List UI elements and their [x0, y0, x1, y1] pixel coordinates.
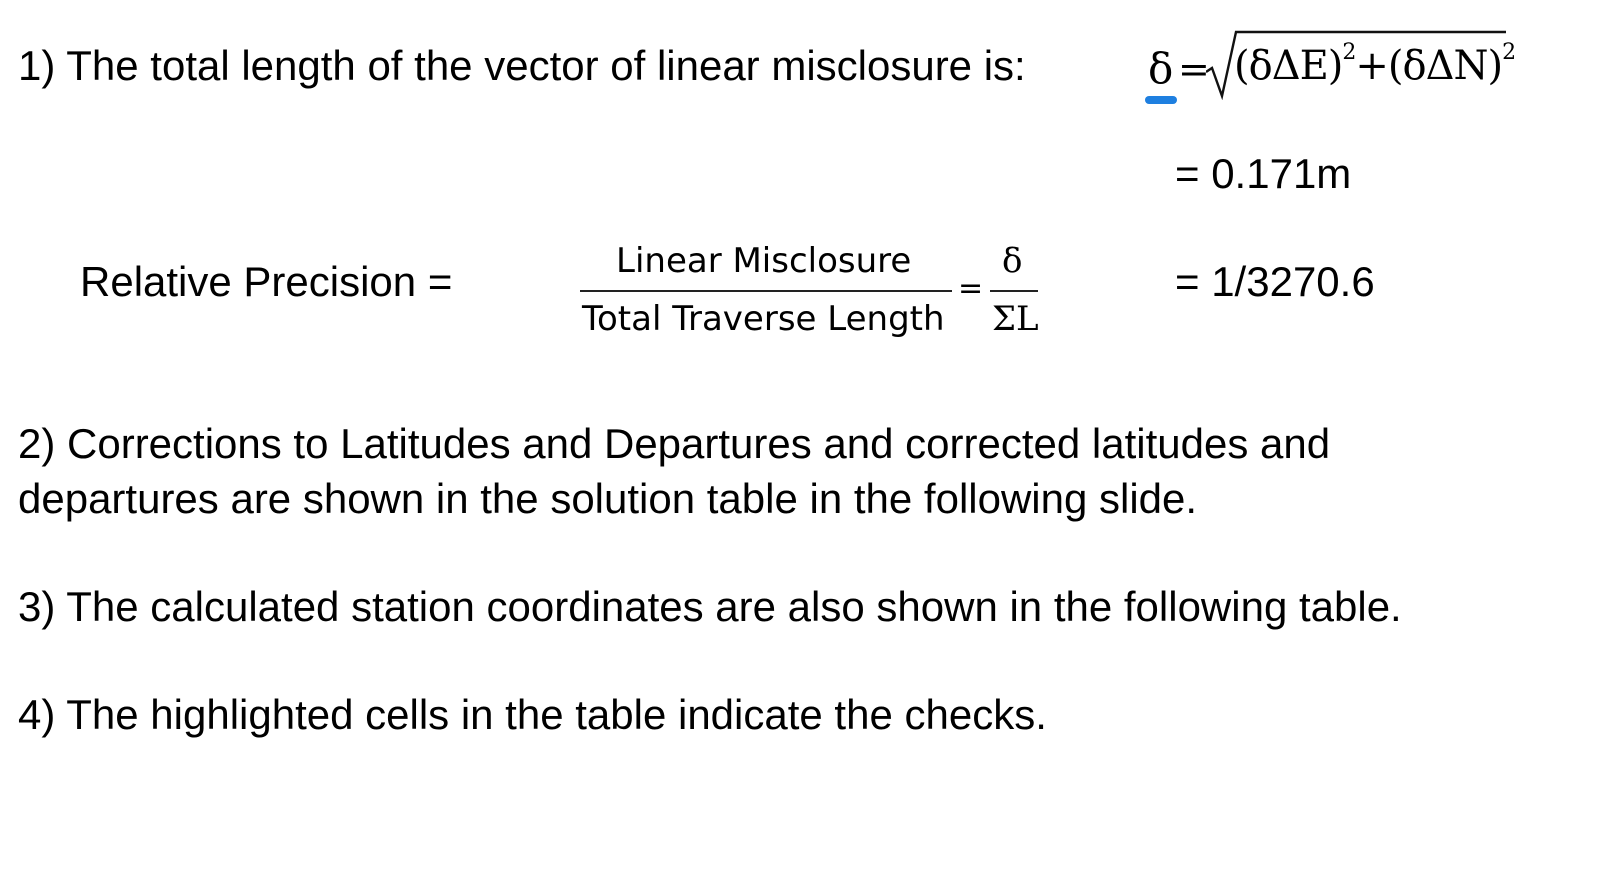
item-4-text: 4) The highlighted cells in the table indicate the checks.: [18, 691, 1047, 738]
delta-symbol: δ: [1148, 44, 1174, 93]
fraction-denominator: Total Traverse Length: [582, 299, 945, 339]
exponent-b: 2: [1502, 40, 1516, 65]
exponent-a: 2: [1342, 40, 1356, 65]
item-2-line-1: 2) Corrections to Latitudes and Departures and corrected latitudes and: [18, 420, 1331, 467]
fraction-bar-2: [990, 290, 1038, 292]
radicand-a: (δΔE): [1234, 43, 1343, 89]
relative-precision-fraction: [578, 240, 1048, 345]
formula-plus: +: [1355, 43, 1388, 89]
item-2-line-2: departures are shown in the solution table in the following slide.: [18, 475, 1198, 522]
fraction-numerator: Linear Misclosure: [616, 241, 912, 281]
item-1-text: 1) The total length of the vector of linear misclosure is:: [18, 42, 1026, 89]
item-3-text: 3) The calculated station coordinates are also shown in the following table.: [18, 583, 1402, 630]
fraction-bar: [580, 290, 952, 292]
fraction-numerator-delta: δ: [1002, 241, 1023, 281]
fraction-equals: =: [958, 271, 984, 306]
misclosure-formula: [1148, 26, 1516, 112]
radicand-b: (δΔN): [1387, 43, 1503, 89]
formula-equals: =: [1178, 47, 1210, 91]
relative-precision-result: = 1/3270.6: [1175, 258, 1375, 305]
fraction-denominator-sigma: ΣL: [992, 299, 1039, 339]
spellcheck-underline: [1145, 96, 1177, 104]
relative-precision-label: Relative Precision =: [80, 258, 453, 305]
misclosure-result: = 0.171m: [1175, 150, 1352, 197]
formula-radicand: [1234, 40, 1516, 89]
